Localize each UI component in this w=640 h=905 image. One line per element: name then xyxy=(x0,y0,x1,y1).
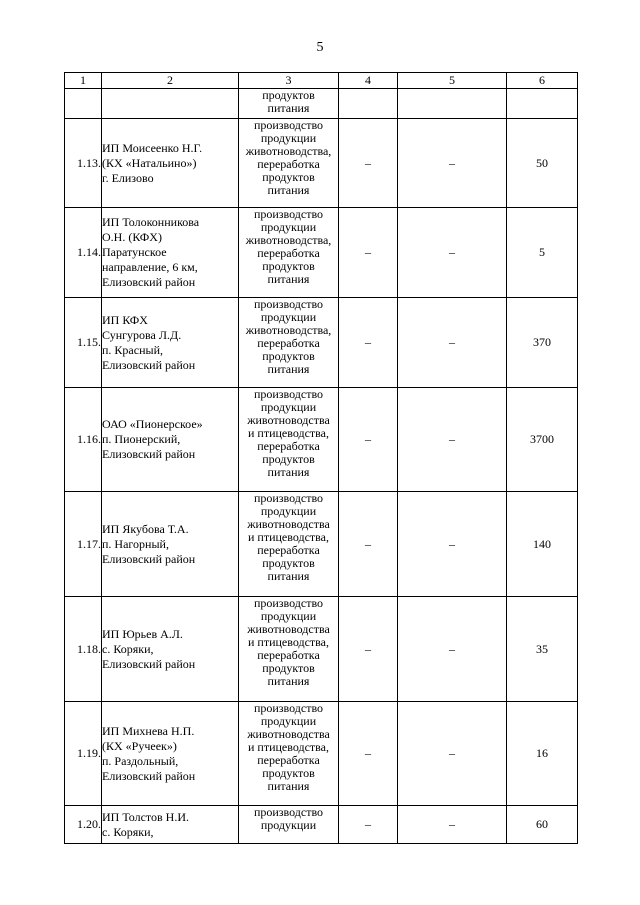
col5-cell: – xyxy=(398,492,507,597)
col4-cell: – xyxy=(339,298,398,388)
activity-line: производство xyxy=(253,118,324,132)
activity-line: производство xyxy=(253,701,324,715)
activity-line: продуктов xyxy=(262,259,315,273)
continuation-activity-cell xyxy=(239,89,339,119)
activity-line: переработка xyxy=(257,543,320,557)
organization-line: О.Н. (КФХ) xyxy=(102,230,162,244)
activity-line: продукции xyxy=(260,310,317,324)
row-number-cell: 1.16. xyxy=(65,388,102,492)
organization-line: Елизовский район xyxy=(102,656,196,671)
col4-cell: – xyxy=(339,806,398,844)
value-cell: 3700 xyxy=(507,388,578,492)
continuation-row xyxy=(65,89,578,119)
continuation-name-cell xyxy=(102,89,239,119)
activity-line: питания xyxy=(267,183,310,197)
activity-line: продукции xyxy=(260,400,317,414)
organization-line: ИП Моисеенко Н.Г. xyxy=(102,140,203,155)
activity-line: продуктов xyxy=(262,452,315,466)
organization-line: Елизовский район xyxy=(102,551,196,566)
activity-line: производство xyxy=(253,207,324,221)
value-cell: 16 xyxy=(507,702,578,806)
activity-line: продуктов xyxy=(262,170,315,184)
activity-line: животноводства xyxy=(247,622,330,636)
col4-cell: – xyxy=(339,119,398,208)
organization-line: ИП Толоконникова xyxy=(102,215,200,229)
organization-line: с. Коряки, xyxy=(102,824,154,839)
table-row xyxy=(65,119,578,208)
col4-cell: – xyxy=(339,208,398,298)
col4-cell: – xyxy=(339,388,398,492)
activity-cell xyxy=(239,119,339,208)
row-number-cell: 1.19. xyxy=(65,702,102,806)
activity-line: питания xyxy=(267,362,310,376)
organization-line: ИП Юрьев А.Л. xyxy=(102,626,183,641)
organization-cell xyxy=(102,597,239,702)
activity-line: животноводства, xyxy=(245,233,332,247)
organization-line: направление, 6 км, xyxy=(102,260,198,274)
activity-line: животноводства xyxy=(247,517,330,531)
organization-line: п. Раздольный, xyxy=(102,753,179,768)
activity-line: питания xyxy=(267,101,310,115)
activity-line: продукции xyxy=(260,818,317,832)
organization-line: ИП Якубова Т.А. xyxy=(102,521,189,536)
organization-line: ИП КФХ xyxy=(102,312,148,327)
col5-cell: – xyxy=(398,388,507,492)
col4-cell: – xyxy=(339,492,398,597)
activity-line: и птицеводства, xyxy=(247,635,329,649)
activity-line: переработка xyxy=(257,157,320,171)
column-header-5: 5 xyxy=(398,73,507,89)
table-row xyxy=(65,806,578,844)
value-cell: 370 xyxy=(507,298,578,388)
activity-line: питания xyxy=(267,569,310,583)
activity-line: животноводства, xyxy=(245,323,332,337)
col5-cell: – xyxy=(398,806,507,844)
organization-line: Елизовский район xyxy=(102,275,196,289)
table-row xyxy=(65,597,578,702)
col4-cell: – xyxy=(339,702,398,806)
value-cell: 50 xyxy=(507,119,578,208)
value-cell: 140 xyxy=(507,492,578,597)
col5-cell: – xyxy=(398,298,507,388)
activity-line: переработка xyxy=(257,753,320,767)
organization-line: Паратунское xyxy=(102,245,167,259)
organization-line: п. Красный, xyxy=(102,342,163,357)
activity-line: продукции xyxy=(260,131,317,145)
organization-cell xyxy=(102,806,239,844)
table-row xyxy=(65,492,578,597)
organization-line: ОАО «Пионерское» xyxy=(102,417,203,431)
activity-line: продукции xyxy=(260,220,317,234)
table-row xyxy=(65,208,578,298)
organization-line: п. Нагорный, xyxy=(102,536,169,551)
activity-line: питания xyxy=(267,779,310,793)
column-header-6: 6 xyxy=(507,73,578,89)
organization-cell xyxy=(102,119,239,208)
continuation-num-cell xyxy=(65,89,102,119)
col5-cell: – xyxy=(398,119,507,208)
activity-cell xyxy=(239,298,339,388)
col5-cell: – xyxy=(398,702,507,806)
activity-line: животноводства xyxy=(247,727,330,741)
activity-line: питания xyxy=(267,272,310,286)
organization-cell xyxy=(102,492,239,597)
organization-cell xyxy=(102,388,239,492)
activity-line: продукции xyxy=(260,609,317,623)
column-header-2: 2 xyxy=(102,73,239,89)
value-cell: 5 xyxy=(507,208,578,298)
row-number-cell: 1.15. xyxy=(65,298,102,388)
col4-cell: – xyxy=(339,597,398,702)
activity-cell xyxy=(239,597,339,702)
organization-line: с. Коряки, xyxy=(102,641,154,656)
table-row xyxy=(65,298,578,388)
row-number-cell: 1.13. xyxy=(65,119,102,208)
row-number-cell: 1.17. xyxy=(65,492,102,597)
activity-line: продуктов xyxy=(262,556,315,570)
activity-line: переработка xyxy=(257,648,320,662)
table-row xyxy=(65,388,578,492)
activity-line: производство xyxy=(253,387,324,401)
row-number-cell: 1.18. xyxy=(65,597,102,702)
continuation-col4-cell xyxy=(339,89,398,119)
organization-cell xyxy=(102,208,239,298)
organization-line: Елизовский район xyxy=(102,357,196,372)
organization-line: Сунгурова Л.Д. xyxy=(102,327,182,342)
continuation-col6-cell xyxy=(507,89,578,119)
activity-line: продукции xyxy=(260,714,317,728)
activity-line: производство xyxy=(253,596,324,610)
activity-line: продуктов xyxy=(262,766,315,780)
row-number-cell: 1.20. xyxy=(65,806,102,844)
organization-cell xyxy=(102,702,239,806)
organization-line: п. Пионерский, xyxy=(102,432,181,446)
organization-line: Елизовский район xyxy=(102,447,196,461)
column-header-4: 4 xyxy=(339,73,398,89)
col5-cell: – xyxy=(398,208,507,298)
activity-cell xyxy=(239,388,339,492)
organization-line: ИП Михнева Н.П. xyxy=(102,723,195,738)
organization-line: (КХ «Ручеек») xyxy=(102,738,177,753)
activity-line: питания xyxy=(267,465,310,479)
activity-cell xyxy=(239,702,339,806)
data-table xyxy=(64,72,578,844)
col5-cell: – xyxy=(398,597,507,702)
organization-line: (КХ «Натальино») xyxy=(102,155,197,170)
activity-line: производство xyxy=(253,805,324,819)
value-cell: 35 xyxy=(507,597,578,702)
activity-line: переработка xyxy=(257,439,320,453)
activity-line: и птицеводства, xyxy=(247,530,329,544)
page-number: 5 xyxy=(316,40,324,55)
organization-line: Елизовский район xyxy=(102,768,196,783)
column-header-3: 3 xyxy=(239,73,339,89)
activity-line: производство xyxy=(253,297,324,311)
activity-cell xyxy=(239,492,339,597)
activity-line: животноводства xyxy=(247,413,330,427)
activity-line: и птицеводства, xyxy=(247,426,329,440)
row-number-cell: 1.14. xyxy=(65,208,102,298)
activity-line: переработка xyxy=(257,336,320,350)
activity-line: продукции xyxy=(260,504,317,518)
value-cell: 60 xyxy=(507,806,578,844)
table-row xyxy=(65,702,578,806)
activity-cell xyxy=(239,208,339,298)
organization-line: г. Елизово xyxy=(102,170,154,185)
activity-line: продуктов xyxy=(262,88,315,102)
continuation-col5-cell xyxy=(398,89,507,119)
activity-line: животноводства, xyxy=(245,144,332,158)
activity-line: питания xyxy=(267,674,310,688)
activity-line: производство xyxy=(253,491,324,505)
organization-cell xyxy=(102,298,239,388)
activity-line: продуктов xyxy=(262,349,315,363)
activity-cell xyxy=(239,806,339,844)
organization-line: ИП Толстов Н.И. xyxy=(102,809,189,824)
table-header-row xyxy=(65,73,578,89)
activity-line: продуктов xyxy=(262,661,315,675)
column-header-1: 1 xyxy=(65,73,102,89)
activity-line: переработка xyxy=(257,246,320,260)
activity-line: и птицеводства, xyxy=(247,740,329,754)
